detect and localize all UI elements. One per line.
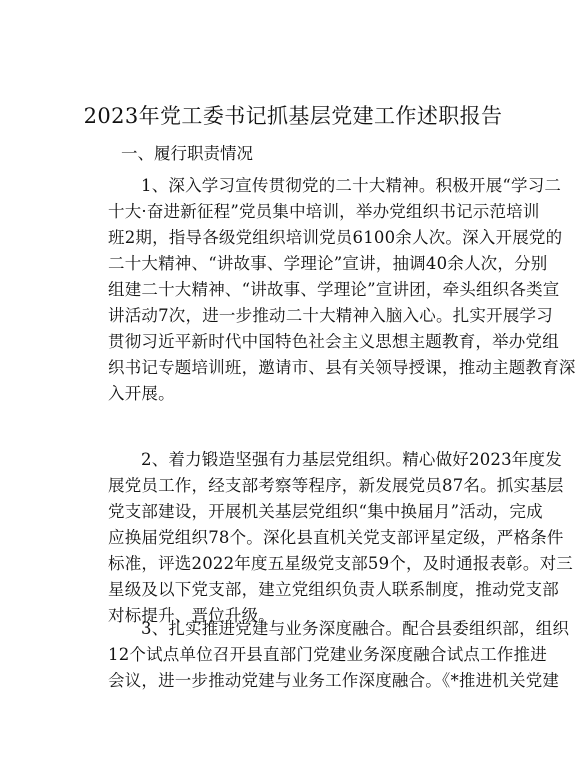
paragraph-line: 标准，评选2022年度五星级党支部59个，及时通报表彰。对三 — [108, 554, 573, 573]
paragraph-line: 二十大精神、“讲故事、学理论”宣讲，抽调40余人次，分别 — [108, 254, 548, 273]
paragraph-line: 对标提升、晋位升级。 — [108, 606, 275, 625]
paragraph-line: 2、着力锻造坚强有力基层党组织。精心做好2023年度发 — [141, 450, 562, 469]
document-title: 2023年党工委书记抓基层党建工作述职报告 — [83, 104, 503, 128]
paragraph-line: 班2期，指导各级党组织培训党员6100余人次。深入开展党的 — [108, 228, 563, 247]
paragraph-line: 应换届党组织78个。深化县直机关党支部评星定级，严格条件 — [108, 528, 564, 547]
paragraph-3 — [108, 616, 570, 694]
paragraph-line: 会议，进一步推动党建与业务工作深度融合。《*推进机关党建 — [108, 671, 560, 690]
paragraph-line: 贯彻习近平新时代中国特色社会主义思想主题教育，举办党组 — [108, 332, 559, 351]
paragraph-line: 十大·奋进新征程”党员集中培训，举办党组织书记示范培训 — [108, 202, 540, 221]
paragraph-line: 12个试点单位召开县直部门党建业务深度融合试点工作推进 — [108, 645, 547, 664]
paragraph-line: 1、深入学习宣传贯彻党的二十大精神。积极开展“学习二 — [141, 176, 562, 195]
paragraph-line: 3、扎实推进党建与业务深度融合。配合县委组织部，组织 — [141, 619, 570, 638]
paragraph-1 — [108, 173, 576, 407]
paragraph-line: 展党员工作，经支部考察等程序，新发展党员87名。抓实基层 — [108, 476, 564, 495]
paragraph-line: 织书记专题培训班，邀请市、县有关领导授课，推动主题教育深 — [108, 358, 576, 377]
paragraph-line: 星级及以下党支部，建立党组织负责人联系制度，推动党支部 — [108, 580, 559, 599]
paragraph-line: 入开展。 — [108, 384, 175, 403]
section-heading: 一、履行职责情况 — [121, 144, 253, 163]
paragraph-line: 组建二十大精神、“讲故事、学理论”宣讲团，牵头组织各类宣 — [108, 280, 560, 299]
paragraph-line: 讲活动7次，进一步推动二十大精神入脑入心。扎实开展学习 — [108, 306, 553, 325]
paragraph-line: 党支部建设，开展机关基层党组织“集中换届月”活动，完成 — [108, 502, 543, 521]
